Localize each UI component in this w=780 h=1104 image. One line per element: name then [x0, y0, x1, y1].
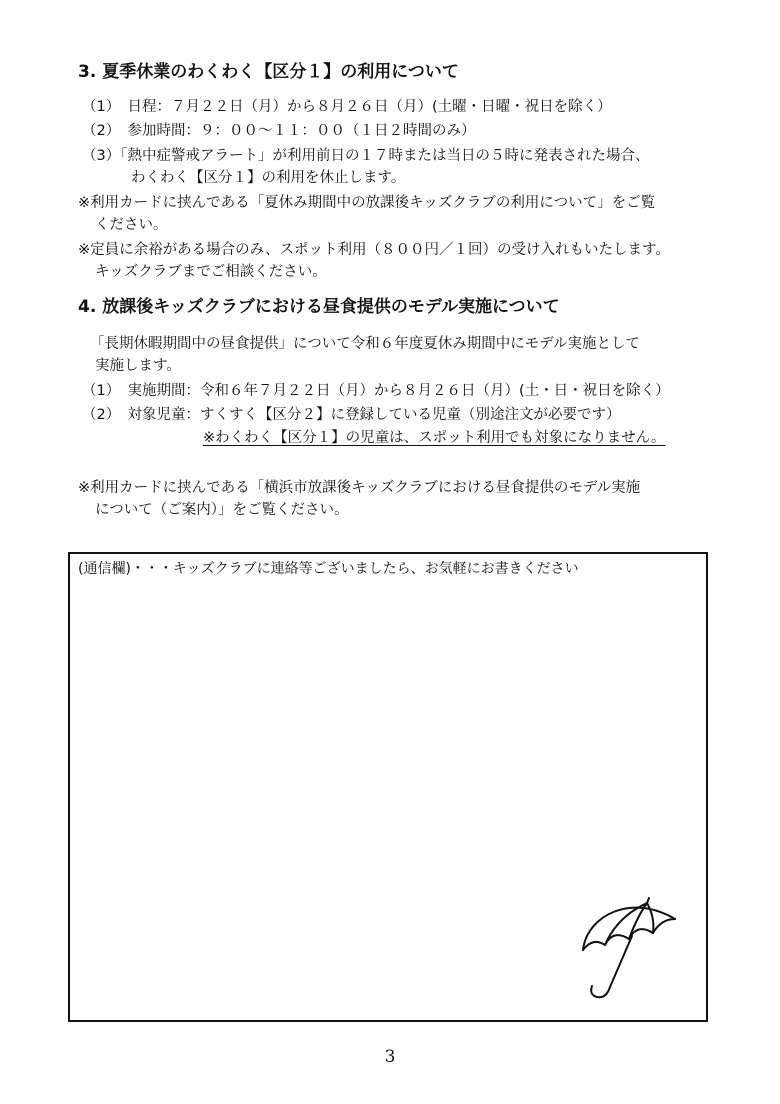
section4-heading: 4. 放課後キッズクラブにおける昼食提供のモデル実施について [78, 297, 560, 317]
comment-box-label: (通信欄)・・・キッズクラブに連絡等ございましたら、お気軽にお書きください [78, 561, 579, 577]
section3-note1-line2: ください。 [95, 217, 168, 233]
section4-note-line2: について（ご案内）」をご覧ください。 [95, 502, 349, 518]
section3-item-heat-alert-cont: わくわく【区分１】の利用を休止します。 [131, 170, 406, 186]
section3-item-hours: （2） 参加時間：９：００〜１１：００（１日２時間のみ） [82, 123, 476, 139]
section3-note2-line2: キッズクラブまでご相談ください。 [95, 264, 327, 280]
page-number: 3 [384, 1047, 396, 1067]
section4-item-period: （1） 実施期間：令和６年７月２２日（月）から８月２６日（月）(土・日・祝日を除く） [82, 383, 670, 399]
section4-item-target: （2） 対象児童：すくすく【区分２】に登録している児童（別途注文が必要です） [82, 407, 621, 423]
section4-intro-line1: 「長期休暇期間中の昼食提供」について令和６年度夏休み期間中にモデル実施として [90, 336, 640, 352]
section3-item-heat-alert: （3）「熱中症警戒アラート」が利用前日の１７時または当日の５時に発表された場合、 [82, 148, 650, 164]
section3-note1-line1: ※利用カードに挟んである「夏休み期間中の放課後キッズクラブの利用について」をご覧 [78, 195, 656, 211]
section3-heading: 3. 夏季休業のわくわく【区分１】の利用について [78, 62, 459, 82]
section3-item-schedule: （1） 日程：７月２２日（月）から８月２６日（月）(土曜・日曜・祝日を除く） [82, 99, 612, 115]
section4-emphasis-note: ※わくわく【区分１】の児童は、スポット利用でも対象になりません。 [203, 430, 666, 446]
umbrella-icon [577, 895, 685, 1007]
section4-intro-line2: 実施します。 [95, 358, 181, 374]
section4-note-line1: ※利用カードに挟んである「横浜市放課後キッズクラブにおける昼食提供のモデル実施 [78, 480, 641, 496]
section3-note2-line1: ※定員に余裕がある場合のみ、スポット利用（８００円／１回）の受け入れもいたします。 [78, 242, 670, 258]
